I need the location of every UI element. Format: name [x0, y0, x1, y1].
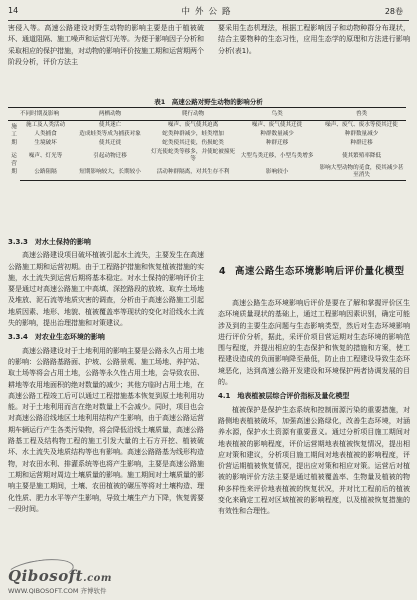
- section-title-text: 高速公路生态环境影响后评价量化模型: [235, 266, 405, 277]
- paragraph: 要采用生态机理法，根据工程影响因子和动物种群分布现状，结合主要物种的生态习性，应用生态学的原理和方法进行影响分析(表1)。: [218, 24, 410, 55]
- paragraph: 植被保护是保护生态系统和控制面源污染的重要措施，对路侧地表植被破坏，加强高速公路绿化，改善生态环境，对涵养水源，保护水土资源有重要意义。通过分析项目施工期间对地表植被的影响程度，评价运营期地表植被恢复情况，提出相应对策和建议，分析项目施工期间对地表植被的影响程度，评价营运期植被恢复情况，提出应对策和相应对策。运营后对植被的影响评价方法主要是通过植被覆盖率、生物量及植被的物种多样性来评价地表植被的恢复状况，并对比工程前后的植被变化来确定工程对区域植被的影响程度，以及植被恢复措施的有效性和合理性。: [218, 405, 410, 516]
- table-row: [8, 130, 406, 139]
- table-cell: 使其繁殖率降低: [341, 152, 382, 159]
- table-header-cell: 两栖动物: [71, 108, 149, 121]
- table-header-cell: 兽类: [317, 108, 406, 121]
- table-cell: 蛇类种群减少，蛙类增加: [162, 131, 224, 137]
- table-caption: 表1 高速公路对野生动物的影响分析: [154, 98, 263, 106]
- watermark-site: WWW.QIBOSOFT.COM 齐博软件: [8, 587, 107, 595]
- paragraph: 高速公路建设对于土地利用的影响主要是公路永久占用土地的影响：公路路基路面、护坡、公路景观、施工场地、养护站、取土场等将会占用土地，公路等永久性占用土地，会导致农田、耕地等农用地面积的绝对数量的减少；其他方临时占用土地，在高速公路工程竣工后可以通过工程措施基本恢复到原土地利用功能。对于土地利用而言在绝对数量上不会减少。同时，项目也会对高速公路沿线地区土地利用结构产生影响，由于高速公路运营期车辆运行产生各类污染物，将会降低沿线土壤质量，高速公路路基工程及结构物工程的施工引发大量的土石方开挖、植被破坏、水土流失及地质结构等也有影响。高速公路路基为线形构造物，对农田水利、排灌系统等也将产生影响，主要是高速公路施工期和运营期对周边土壤质量的影响。施工期间对土壤质量的影响主要是施工期间，土壤、农田植被的碾压等将对土壤构造、理化性质、肥力水平等产生影响，导致土壤生产力下降，恢复需要一段时间。: [8, 346, 204, 513]
- paragraph: 害侵入等。高速公路建设对野生动物的影响主要是由于植被破坏、通道阻隔、施工噪声和运营灯光等。为便于影响因子分析和采取相应的保护措施，对动物的影响评价按施工期和运营期两个阶段分析，评价方法主: [8, 24, 204, 66]
- impact-factor: 施工及人类活动: [25, 122, 66, 128]
- table-header-cell: 爬行动物: [149, 108, 237, 121]
- table-cell: 造成蛙类等成为捕获对象: [79, 131, 141, 137]
- section-heading: 3.3.4 对农业生态环境的影响: [8, 333, 105, 342]
- table-cell: 噪声、废气使其迫离: [167, 122, 219, 128]
- table-cell: 种群迁移: [265, 140, 289, 146]
- page-number: 14: [8, 6, 19, 15]
- table-header-cell: 不同时期及影响: [8, 108, 71, 121]
- right-column-top: [218, 23, 410, 91]
- table-cell: 噪声、废气使其迁徙: [251, 122, 303, 128]
- paragraph: 高速公路建设项目破坏植被引起水土流失，主要发生在高速公路施工期和运营初期。由于工程路护措施和恢复植被措施的实施，水土流失到运营后期将基本稳定。对水土保持的影响评价主要是通过对高速公路施工中高填、深挖路段的放坡、取弃土场地及堆放、泥石流等地质灾害的调查，分析由于高速公路施工引起地质因素、地形、地貌、植被覆盖率等现状的变化对沿线水土流失的影响，提出治理措施和对策建议。: [8, 251, 204, 328]
- table-row: [8, 139, 406, 148]
- table-cell: 大型鸟类迁移，小型鸟类增多: [240, 152, 314, 159]
- period-group-operation: 运营期: [11, 153, 17, 176]
- table-cell: 活动种群隔离，对其生存不利: [149, 164, 237, 181]
- impact-table: [8, 107, 406, 181]
- watermark: [8, 566, 112, 595]
- left-column-top: [8, 23, 204, 91]
- table-cell: 灯光使蛇类等移多，并使蛇被撞死等: [151, 149, 236, 162]
- watermark-brand-name: Qibosoft: [8, 567, 84, 585]
- table-cell: 影响大型动物的觅食，使其减少甚至消失: [317, 164, 406, 181]
- table-cell: 引起动物迁移: [93, 152, 127, 159]
- section-title: [219, 265, 409, 280]
- table-cell: 噪声、废气、废水等使其迁徙: [325, 122, 398, 128]
- paragraph: 高速公路生态环境影响后评价是要在了解和掌握评价区生态环境质量现状的基础上，通过工程影响因素识别，确定可能涉及到的主要生态问题与生态影响类型，然后对生态环境影响进行评价分析，据此，采评价项目营运期对生态环境的影响范围与程度，并提出相应的生态保护和恢复的措施和方案，使工程建设造成的负面影响降至最低，防止由工程建设导致生态环境恶化，达到高速公路开发建设和环境保护两者协调发展的目的。: [218, 299, 410, 387]
- table-cell: 种群数量减少: [260, 131, 294, 137]
- volume-label: 28卷: [384, 7, 403, 16]
- watermark-domain: .com: [83, 573, 112, 584]
- table-cell: 种群迁移: [350, 140, 373, 146]
- table-cell: 使其迁徙: [98, 140, 122, 146]
- header-rule: [8, 20, 409, 21]
- impact-factor: 人类捕食: [34, 131, 57, 137]
- period-group-construction: 施工期: [11, 123, 17, 146]
- table-header-row: [8, 108, 406, 121]
- right-column-bottom: [218, 298, 410, 596]
- table-header-cell: 鸟类: [237, 108, 317, 121]
- impact-factor: 生境破坏: [34, 140, 57, 146]
- running-header: [0, 5, 417, 19]
- table-row: [8, 148, 406, 164]
- section-number: 4: [219, 266, 227, 277]
- impact-factor: 噪声、灯光等: [28, 152, 63, 159]
- table-cell: 影响较小: [237, 164, 317, 181]
- impact-factor: 公路阻隔: [20, 164, 71, 181]
- section-heading: 4.1 地表植被层综合评价指标及量化模型: [218, 392, 350, 401]
- table-cell: 短期影响较大，长期较小: [71, 164, 149, 181]
- journal-name: 中外公路: [181, 7, 236, 17]
- table-row: [8, 164, 406, 181]
- left-column-bottom: [8, 234, 204, 564]
- table-row: [8, 121, 406, 131]
- table-cell: 使其迷亡: [98, 122, 122, 128]
- table-cell: 种群数量减少: [344, 131, 379, 137]
- section-heading: 3.3.3 对水土保持的影响: [8, 238, 91, 246]
- table-cell: 蛇类使其迁徙，伤损蛇类: [162, 140, 224, 146]
